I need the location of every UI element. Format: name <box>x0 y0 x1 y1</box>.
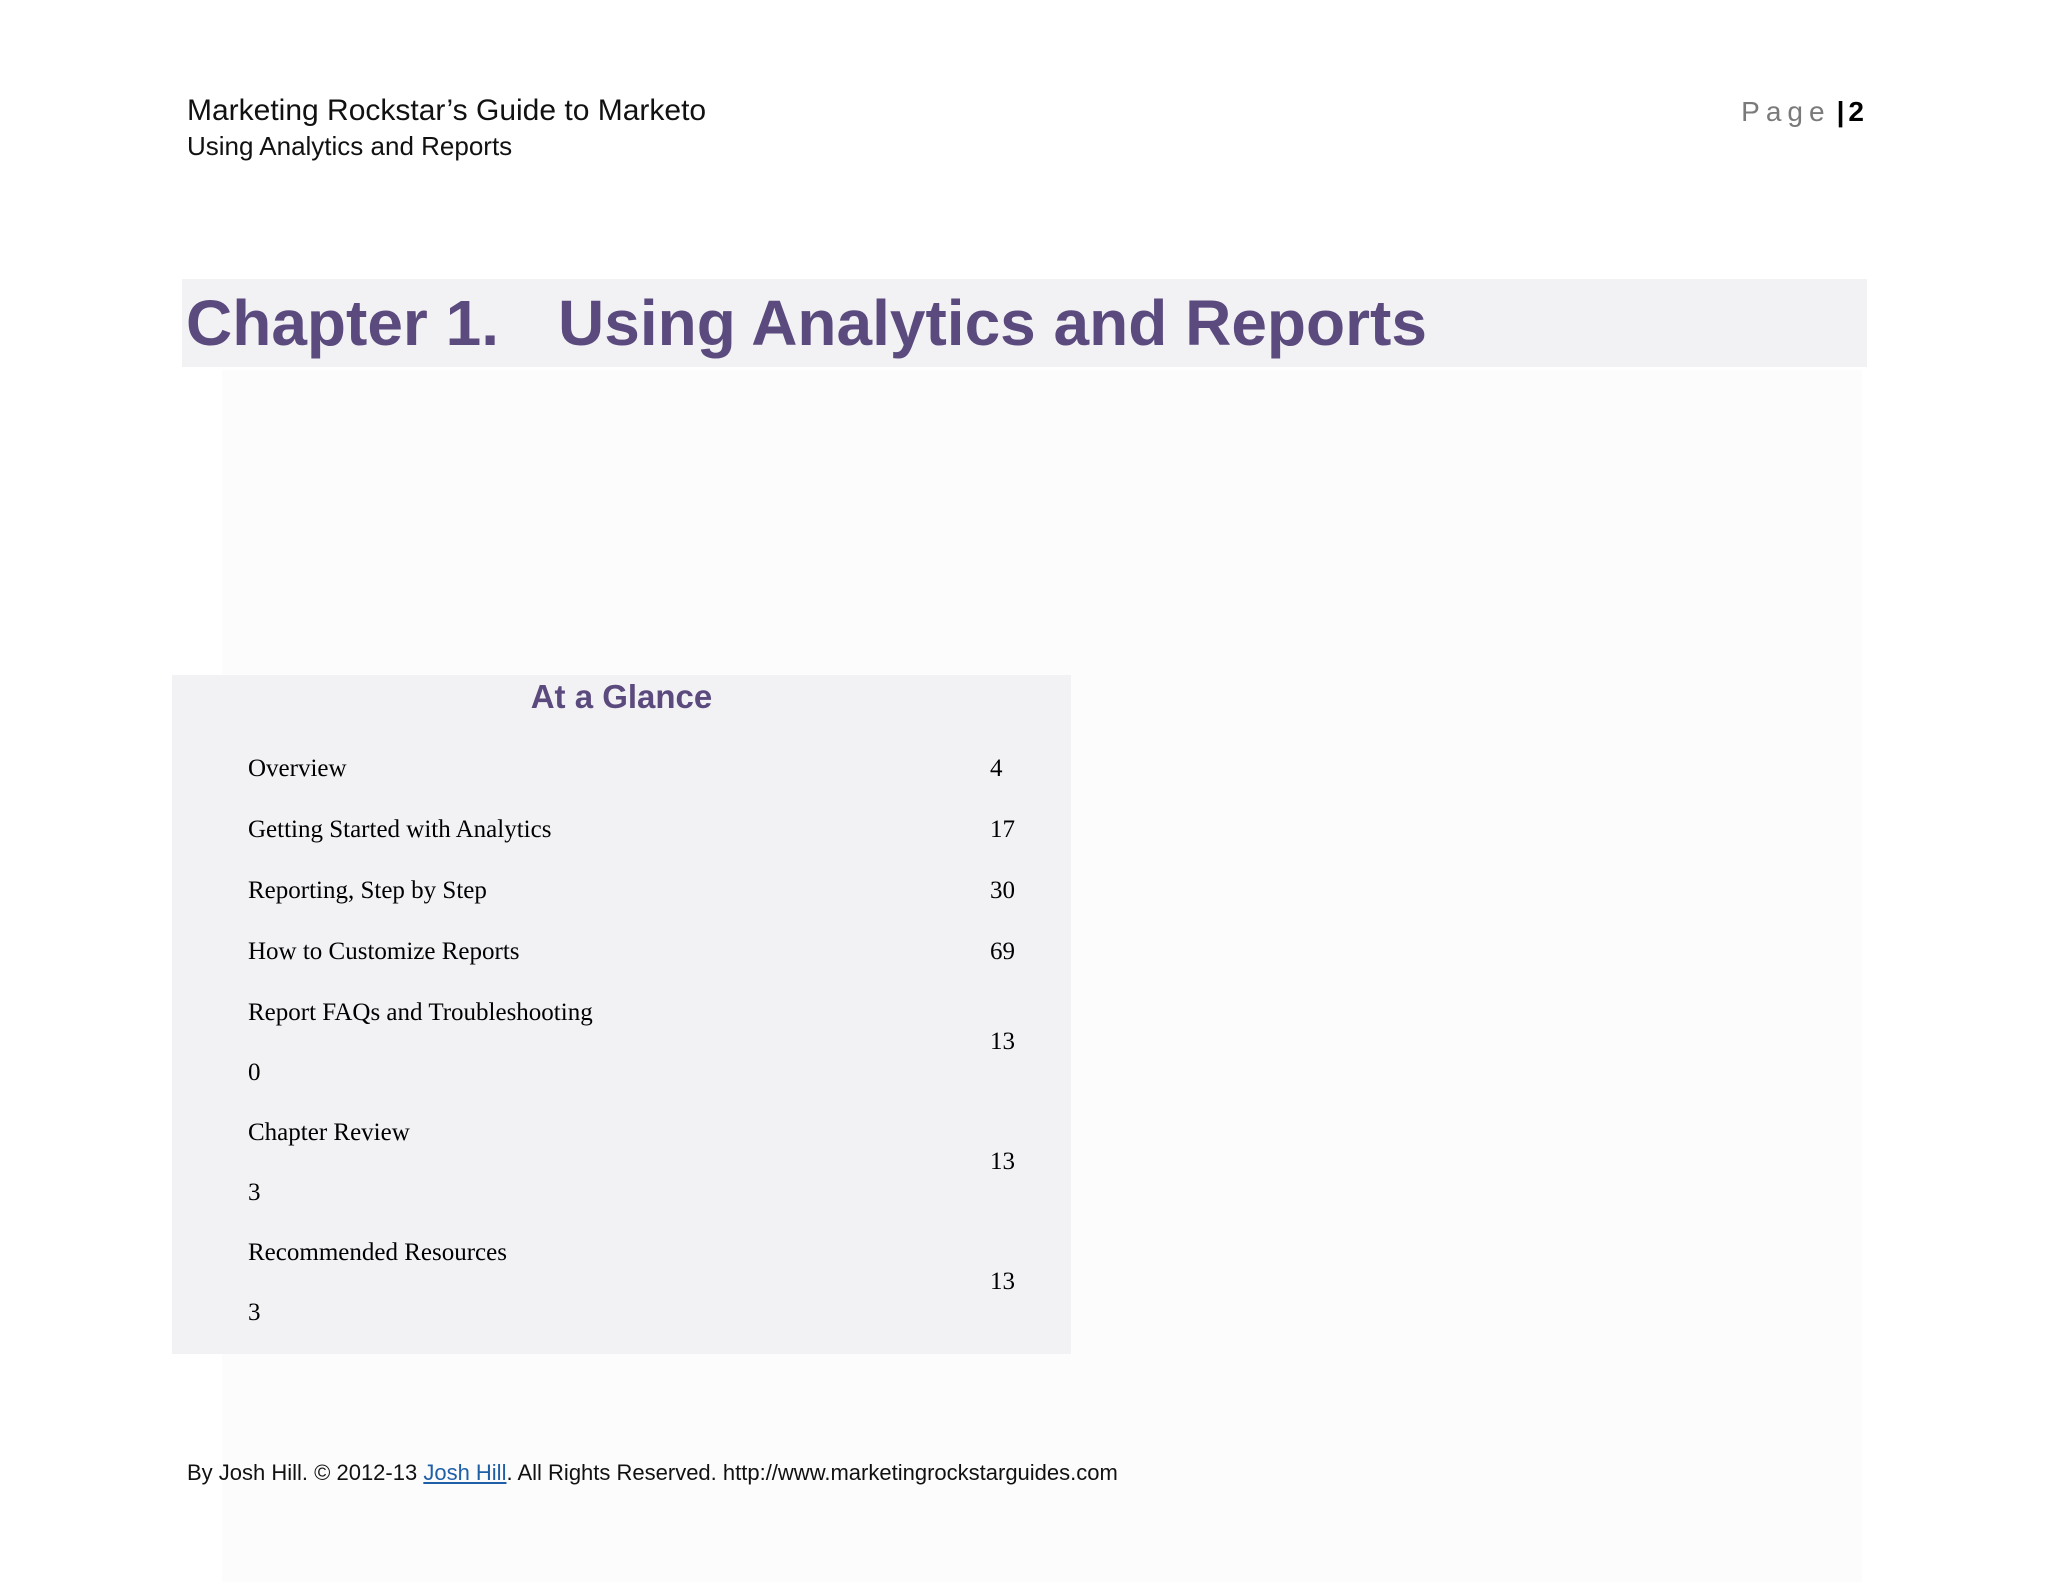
glance-item-label: Chapter Review <box>248 1119 410 1146</box>
glance-item-page: 13 <box>990 1268 1015 1295</box>
glance-item-label-block <box>248 1222 507 1342</box>
document-subtitle: Using Analytics and Reports <box>187 130 513 161</box>
glance-item-label: Recommended Resources <box>248 1239 507 1266</box>
glance-item-page: 4 <box>990 754 1003 782</box>
page-number-indicator <box>1741 96 1864 128</box>
glance-item-page: 17 <box>990 815 1015 843</box>
glance-item-page: 13 <box>990 1148 1015 1175</box>
page-label: Page <box>1741 96 1831 127</box>
page-separator: | <box>1836 96 1845 127</box>
glance-item-label-block <box>248 982 593 1102</box>
glance-item-recommended-resources[interactable] <box>248 1222 1050 1342</box>
glance-item-label-continuation: 3 <box>248 1299 261 1326</box>
glance-item-label: Reporting, Step by Step <box>248 877 487 904</box>
page-footer <box>187 1460 1118 1486</box>
footer-suffix: . All Rights Reserved. http://www.marketingrockstarguides.com <box>506 1460 1118 1485</box>
chapter-heading <box>186 282 1427 364</box>
glance-item-label-block <box>248 921 520 982</box>
glance-item-label: Report FAQs and Troubleshooting <box>248 999 593 1026</box>
author-link[interactable]: Josh Hill <box>423 1460 507 1485</box>
glance-item-overview[interactable] <box>248 738 1050 799</box>
at-a-glance-title: At a Glance <box>530 678 713 715</box>
chapter-number: Chapter 1. <box>186 287 499 359</box>
glance-item-reporting-step-by-step[interactable] <box>248 860 1050 921</box>
glance-item-label-continuation: 3 <box>248 1179 261 1206</box>
glance-item-label-block <box>248 860 487 921</box>
glance-item-customize-reports[interactable] <box>248 921 1050 982</box>
footer-prefix: By Josh Hill. © 2012-13 <box>187 1460 424 1485</box>
glance-item-label-block <box>248 799 551 860</box>
chapter-title: Using Analytics and Reports <box>558 287 1427 359</box>
running-header <box>187 92 706 162</box>
glance-item-page: 13 <box>990 1028 1015 1055</box>
glance-item-label-block <box>248 738 347 799</box>
document-title: Marketing Rockstar’s Guide to Marketo <box>187 94 707 127</box>
glance-item-label: Getting Started with Analytics <box>248 816 552 843</box>
glance-item-getting-started[interactable] <box>248 799 1050 860</box>
at-a-glance-list <box>248 738 1050 1342</box>
glance-item-chapter-review[interactable] <box>248 1102 1050 1222</box>
page-number: 2 <box>1848 96 1864 127</box>
glance-item-page: 30 <box>990 876 1015 904</box>
glance-item-label-continuation: 0 <box>248 1059 261 1086</box>
glance-item-report-faqs[interactable] <box>248 982 1050 1102</box>
glance-item-page: 69 <box>990 937 1015 965</box>
glance-item-label-block <box>248 1102 410 1222</box>
glance-item-label: How to Customize Reports <box>248 938 520 965</box>
glance-item-label: Overview <box>248 755 347 782</box>
